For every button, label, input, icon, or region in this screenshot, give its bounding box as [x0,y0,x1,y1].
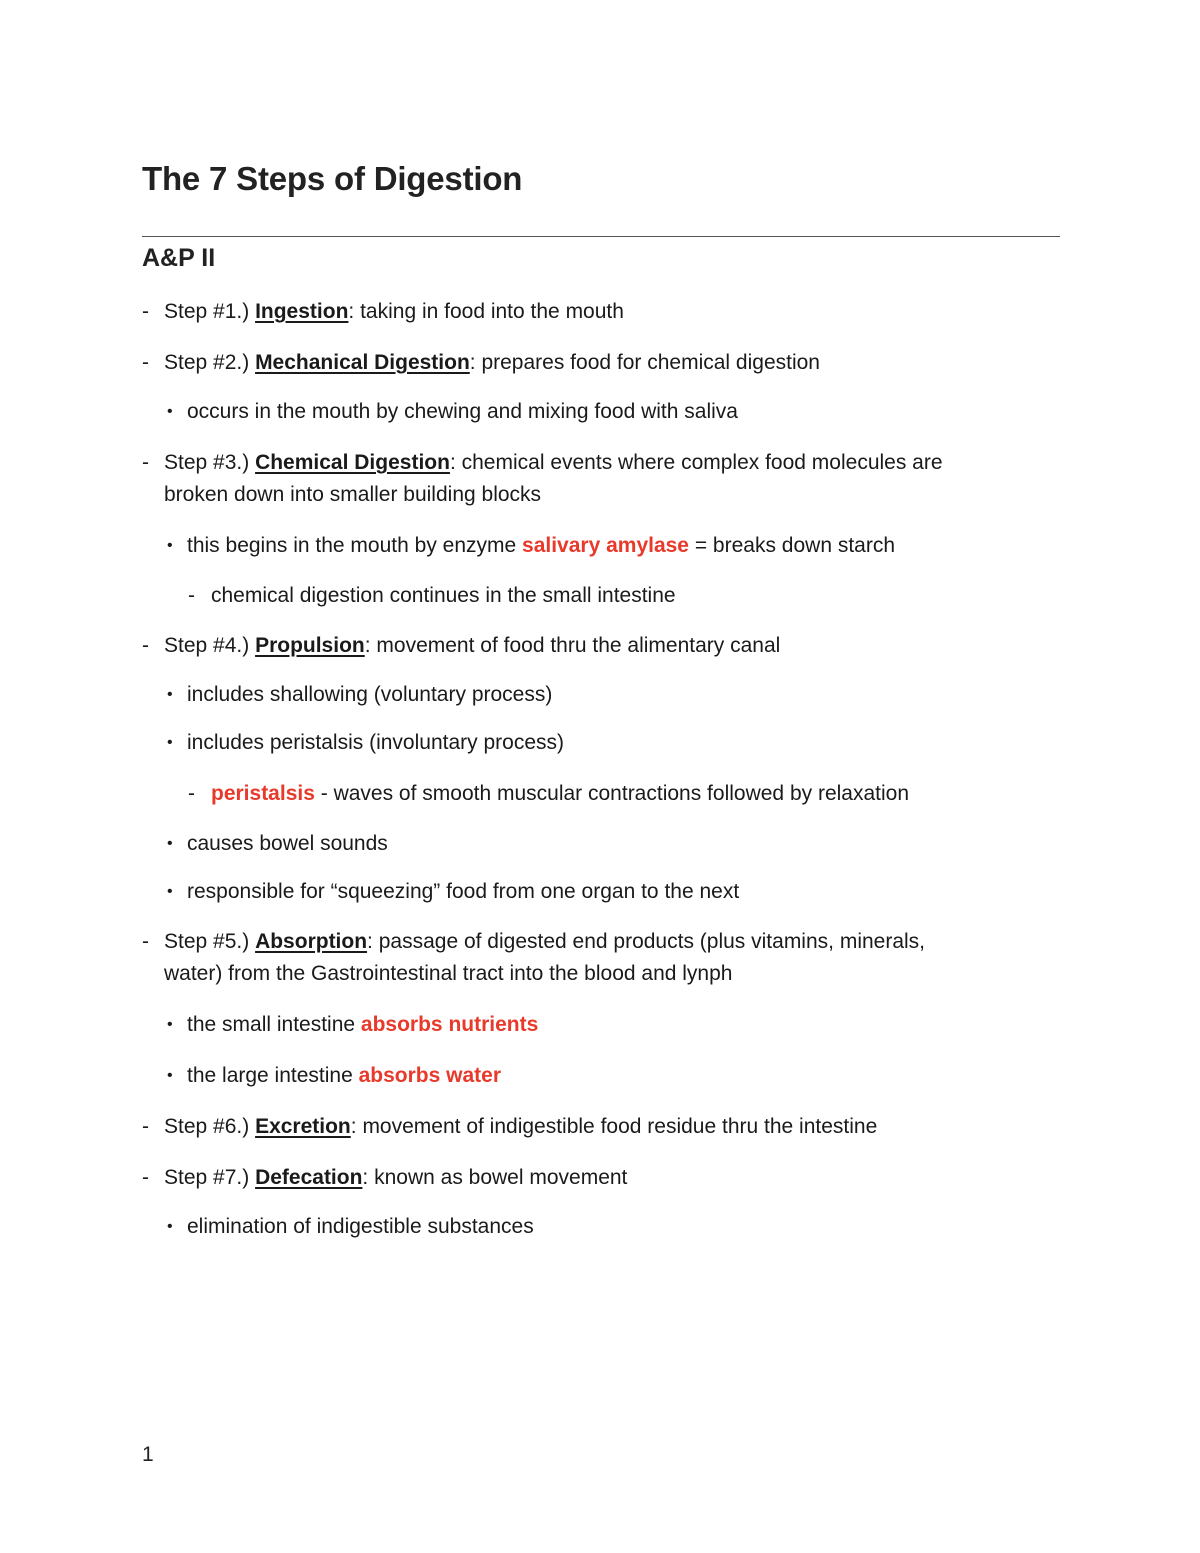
step-colon: : [367,930,373,953]
step-prefix: Step #4.) [164,634,256,657]
title-divider [142,236,1060,237]
highlighted-term: salivary amylase [522,534,689,557]
step-prefix: Step #6.) [164,1115,256,1138]
step-term: Mechanical Digestion [255,351,470,374]
bullet-item [167,876,740,908]
dash-marker: - [188,584,195,607]
dash-marker: - [142,1115,149,1138]
bullet-text: causes bowel sounds [187,832,388,855]
step-6-item [142,1111,878,1143]
bullet-item [167,1211,534,1243]
bullet-text-after: = breaks down starch [689,534,896,557]
bullet-text: includes shallowing (voluntary process) [187,683,553,706]
document-title: The 7 Steps of Digestion [142,160,523,197]
step-description: taking in food into the mouth [354,300,624,323]
bullet-item [167,530,896,562]
dash-marker: - [142,634,149,657]
step-3-item [142,447,943,479]
bullet-marker: • [167,1218,173,1235]
sub-item-text: - waves of smooth muscular contractions followed by relaxation [314,782,910,805]
bullet-text: includes peristalsis (involuntary process) [187,731,564,754]
step-colon: : [348,300,355,323]
step-description-continued: broken down into smaller building blocks [164,483,542,506]
step-term: Excretion [255,1115,351,1138]
bullet-text: the small intestine [187,1013,361,1036]
bullet-marker: • [167,1016,173,1033]
step-prefix: Step #2.) [164,351,256,374]
sub-dash-item [188,778,910,810]
sub-dash-item [188,580,676,612]
step-prefix: Step #1.) [164,300,256,323]
step-colon: : [469,351,476,374]
bullet-marker: • [167,403,173,420]
dash-marker: - [142,930,149,953]
bullet-marker: • [167,835,173,852]
step-prefix: Step #3.) [164,451,256,474]
dash-marker: - [188,782,195,805]
step-term: Chemical Digestion [255,451,450,474]
sub-item-text: chemical digestion continues in the small intestine [211,584,676,607]
step-description: prepares food for chemical digestion [475,351,820,374]
dash-marker: - [142,300,149,323]
step-description: movement of indigestible food residue thru the intestine [356,1115,878,1138]
step-description: known as bowel movement [368,1166,628,1189]
bullet-marker: • [167,686,173,703]
bullet-text: the large intestine [187,1064,359,1087]
highlighted-term: absorbs nutrients [360,1013,539,1036]
bullet-text: occurs in the mouth by chewing and mixing food with saliva [187,400,738,423]
dash-marker: - [142,351,149,374]
step-colon: : [364,634,371,657]
dash-marker: - [142,1166,149,1189]
highlighted-term: absorbs water [358,1064,501,1087]
page-number: 1 [142,1443,154,1466]
bullet-item [167,727,564,759]
dash-marker: - [142,451,149,474]
step-description: chemical events where complex food molecules are [455,451,943,474]
step-description: passage of digested end products (plus vitamins, minerals, [372,930,926,953]
step-term: Ingestion [255,300,349,323]
bullet-item [167,1060,501,1092]
bullet-item [167,828,388,860]
document-subtitle: A&P II [142,244,216,272]
bullet-marker: • [167,734,173,751]
step-5-continuation [164,958,732,990]
step-colon: : [350,1115,357,1138]
step-colon: : [449,451,456,474]
bullet-item [167,396,738,428]
step-term: Propulsion [255,634,365,657]
bullet-item [167,679,553,711]
step-7-item [142,1162,628,1194]
step-4-item [142,630,781,662]
bullet-marker: • [167,537,173,554]
bullet-marker: • [167,883,173,900]
highlighted-term: peristalsis [211,782,315,805]
step-prefix: Step #7.) [164,1166,256,1189]
bullet-marker: • [167,1067,173,1084]
step-prefix: Step #5.) [164,930,256,953]
step-description-continued: water) from the Gastrointestinal tract into the blood and lynph [164,962,733,985]
step-2-item [142,347,820,379]
bullet-item [167,1009,539,1041]
step-5-item [142,926,926,958]
step-1-item [142,296,624,328]
bullet-text: elimination of indigestible substances [187,1215,534,1238]
bullet-text: responsible for “squeezing” food from one organ to the next [187,880,740,903]
step-colon: : [362,1166,369,1189]
step-term: Defecation [255,1166,363,1189]
step-description: movement of food thru the alimentary canal [370,634,781,657]
bullet-text: this begins in the mouth by enzyme [187,534,523,557]
step-term: Absorption [255,930,368,953]
step-3-continuation [164,479,541,511]
